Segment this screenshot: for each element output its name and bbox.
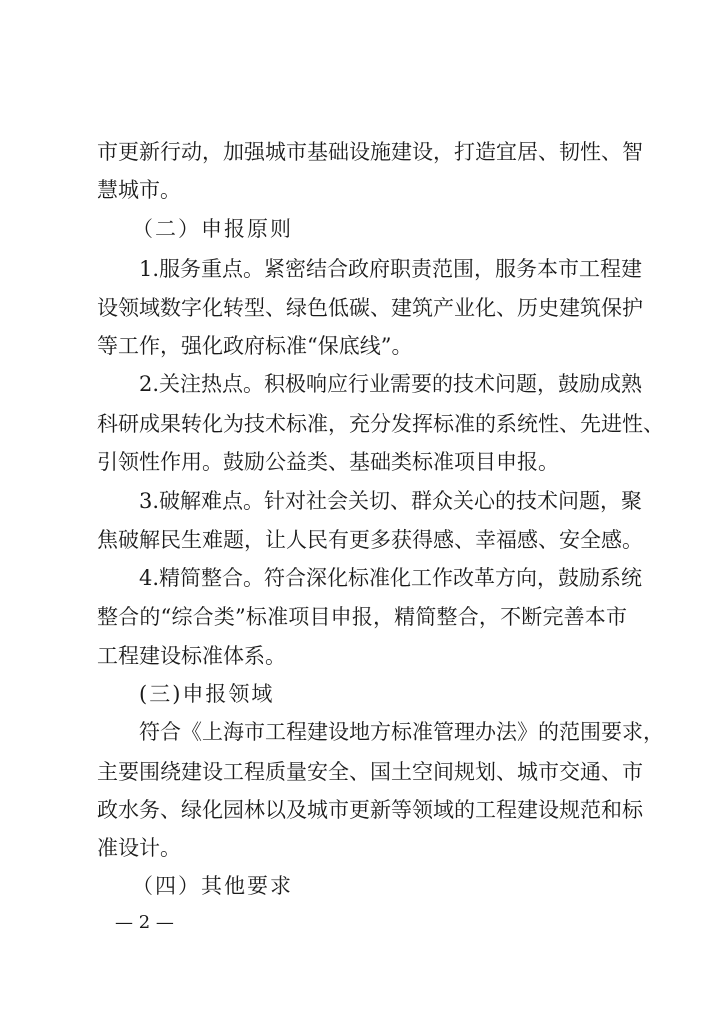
section-heading: （四）其他要求 — [132, 874, 293, 898]
paragraph-line: 等工作，强化政府标准“保底线”。 — [97, 334, 413, 358]
section-heading: (三)申报领域 — [139, 682, 275, 706]
paragraph-line: 焦破解民生难题，让人民有更多获得感、幸福感、安全感。 — [97, 528, 643, 552]
paragraph-line: 主要围绕建设工程质量安全、国土空间规划、城市交通、市 — [97, 760, 643, 784]
paragraph-line: 设领域数字化转型、绿色低碳、建筑产业化、历史建筑保护 — [97, 296, 643, 320]
paragraph-line: 市更新行动，加强城市基础设施建设，打造宜居、韧性、智 — [97, 140, 643, 164]
paragraph-line: 2.关注热点。积极响应行业需要的技术问题，鼓励成熟 — [139, 372, 643, 396]
paragraph-line: 科研成果转化为技术标准，充分发挥标准的系统性、先进性、 — [97, 412, 664, 436]
paragraph-line: 慧城市。 — [97, 178, 181, 202]
paragraph-line: 工程建设标准体系。 — [97, 644, 286, 668]
paragraph-line: 1.服务重点。紧密结合政府职责范围，服务本市工程建 — [139, 257, 643, 281]
paragraph-line: 符合《上海市工程建设地方标准管理办法》的范围要求， — [139, 720, 664, 744]
paragraph-line: 3.破解难点。针对社会关切、群众关心的技术问题，聚 — [139, 489, 643, 513]
paragraph-line: 准设计。 — [97, 836, 181, 860]
paragraph-line: 政水务、绿化园林以及城市更新等领域的工程建设规范和标 — [97, 798, 643, 822]
paragraph-line: 整合的“综合类”标准项目申报，精简整合，不断完善本市 — [97, 605, 627, 629]
page-number: — 2 — — [115, 912, 174, 933]
section-heading: （二）申报原则 — [132, 217, 293, 241]
paragraph-line: 4.精简整合。符合深化标准化工作改革方向，鼓励系统 — [139, 566, 643, 590]
paragraph-line: 引领性作用。鼓励公益类、基础类标准项目申报。 — [97, 450, 559, 474]
